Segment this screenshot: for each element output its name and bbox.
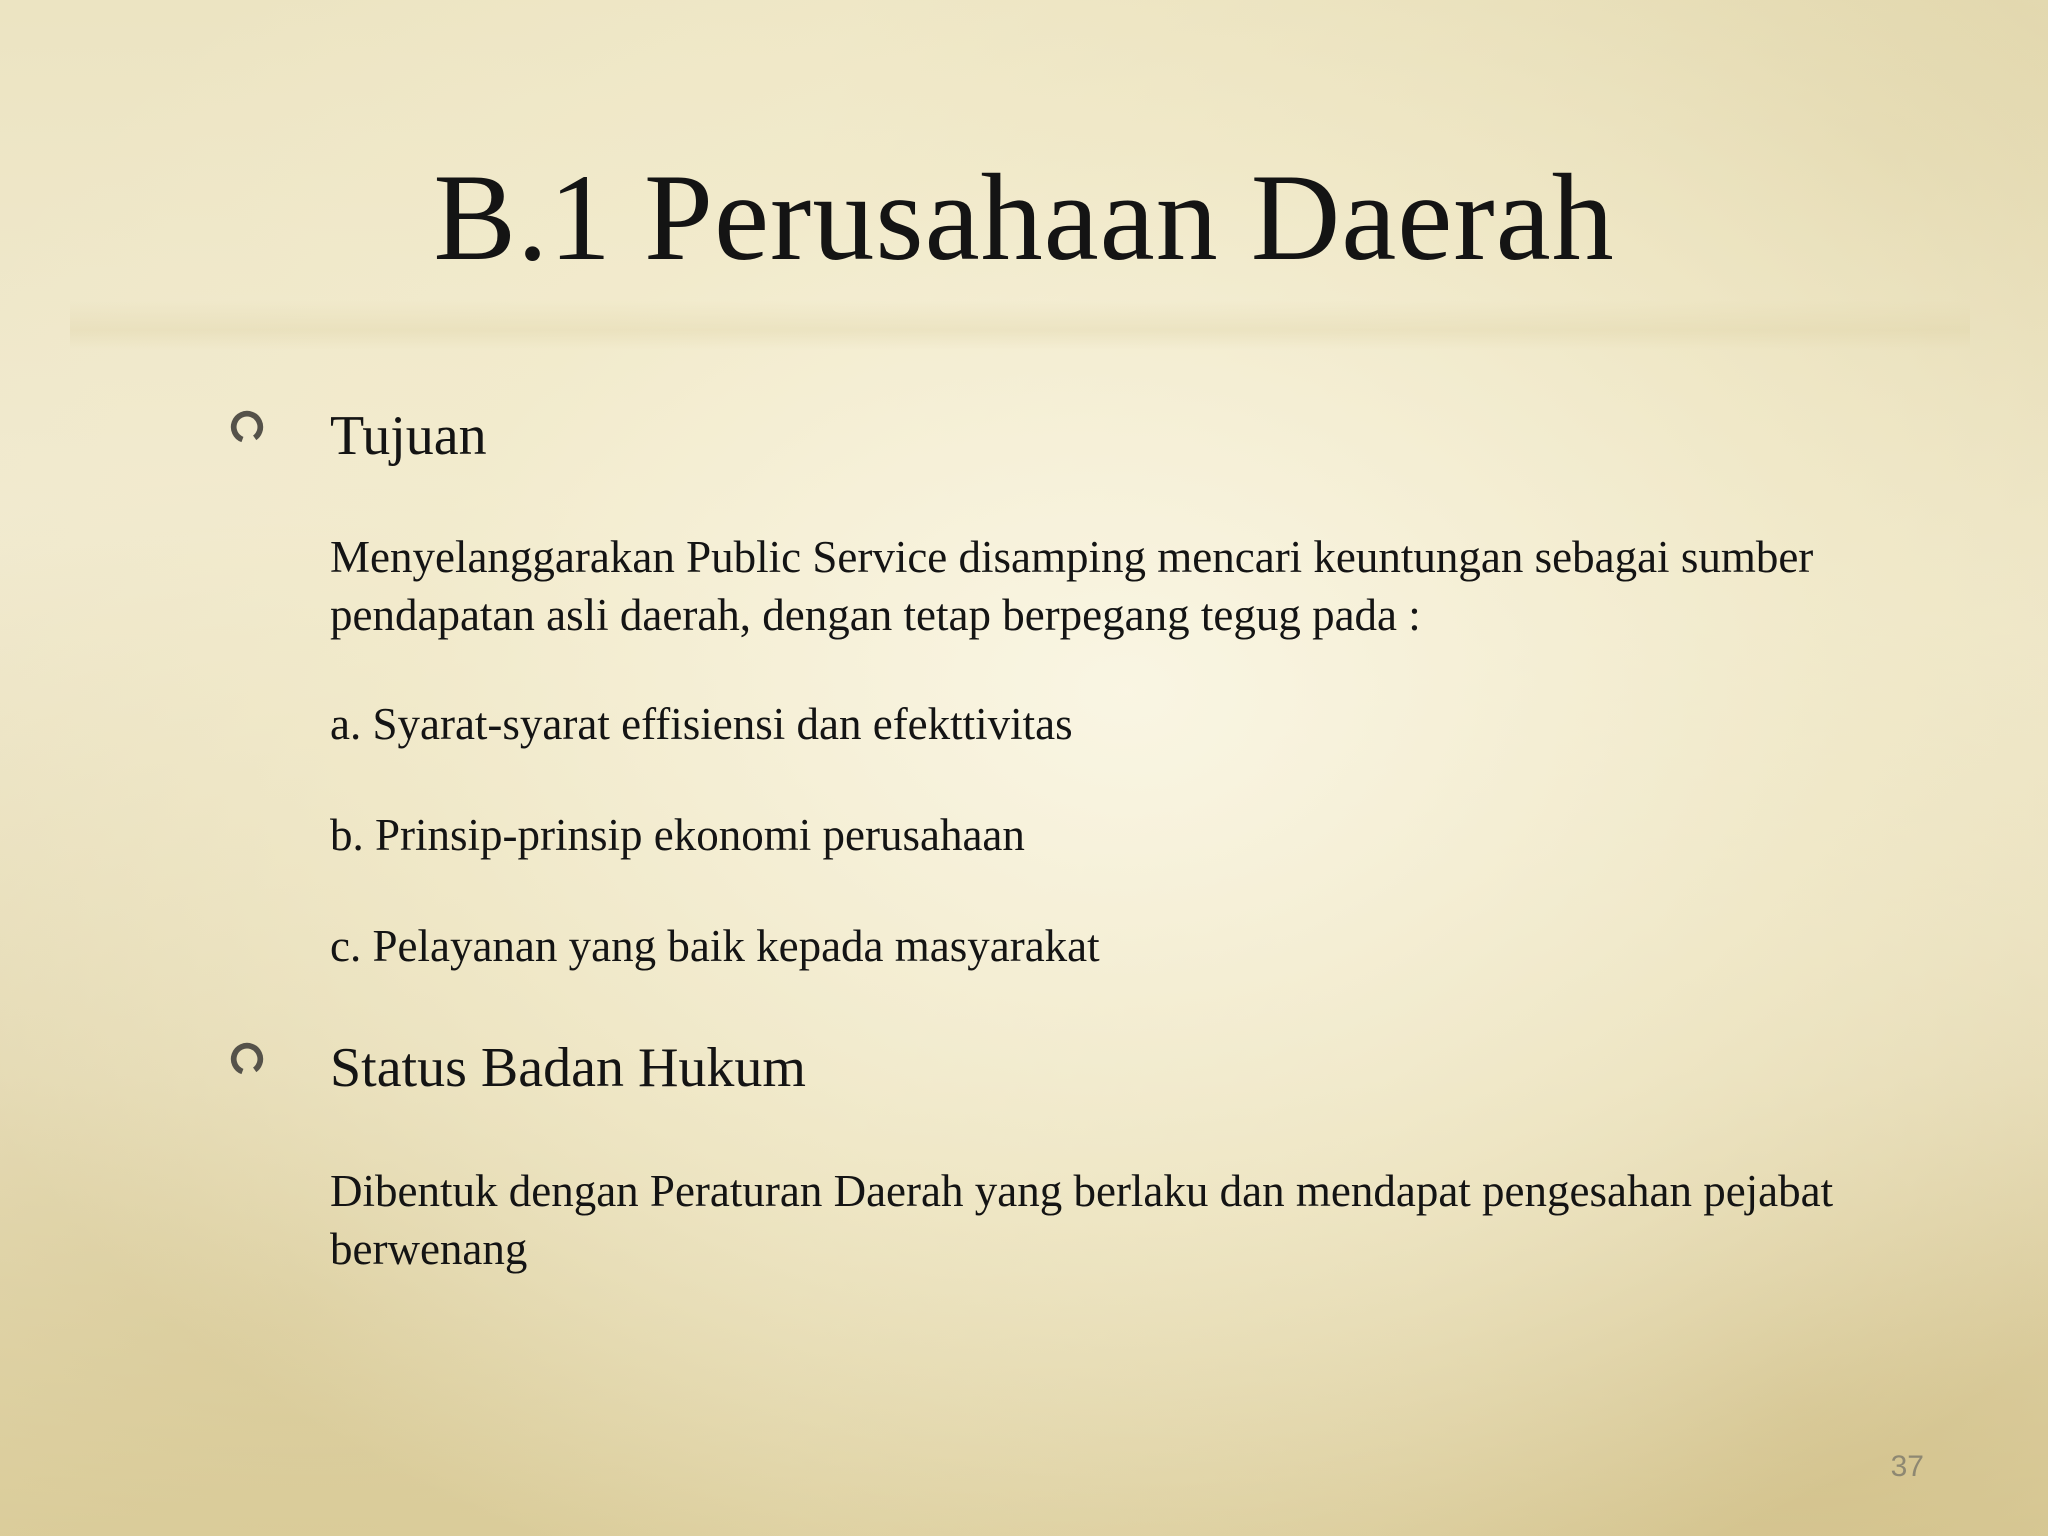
circle-bullet-icon [228, 408, 266, 446]
page-number: 37 [1890, 1450, 1924, 1483]
title-band [70, 300, 1970, 350]
section-bullet-tujuan [228, 405, 487, 467]
list-item-b: b. Prinsip-prinsip ekonomi perusahaan [330, 810, 1025, 860]
section-heading-status: Status Badan Hukum [330, 1037, 806, 1099]
section-bullet-status [228, 1037, 806, 1099]
list-item-c: c. Pelayanan yang baik kepada masyarakat [330, 921, 1100, 971]
section-paragraph-status: Dibentuk dengan Peraturan Daerah yang berlaku dan mendapat pengesahan pejabat berwenang [330, 1166, 1834, 1274]
circle-bullet-icon [228, 1040, 266, 1078]
section-paragraph-tujuan: Menyelanggarakan Public Service disamping mencari keuntungan sebagai sumber pendapatan asli daerah, dengan tetap berpegang tegug pada : [330, 532, 1814, 640]
slide-title: B.1 Perusahaan Daerah [433, 149, 1615, 286]
list-item-a: a. Syarat-syarat effisiensi dan efekttivitas [330, 699, 1073, 749]
section-heading-tujuan: Tujuan [330, 405, 487, 467]
